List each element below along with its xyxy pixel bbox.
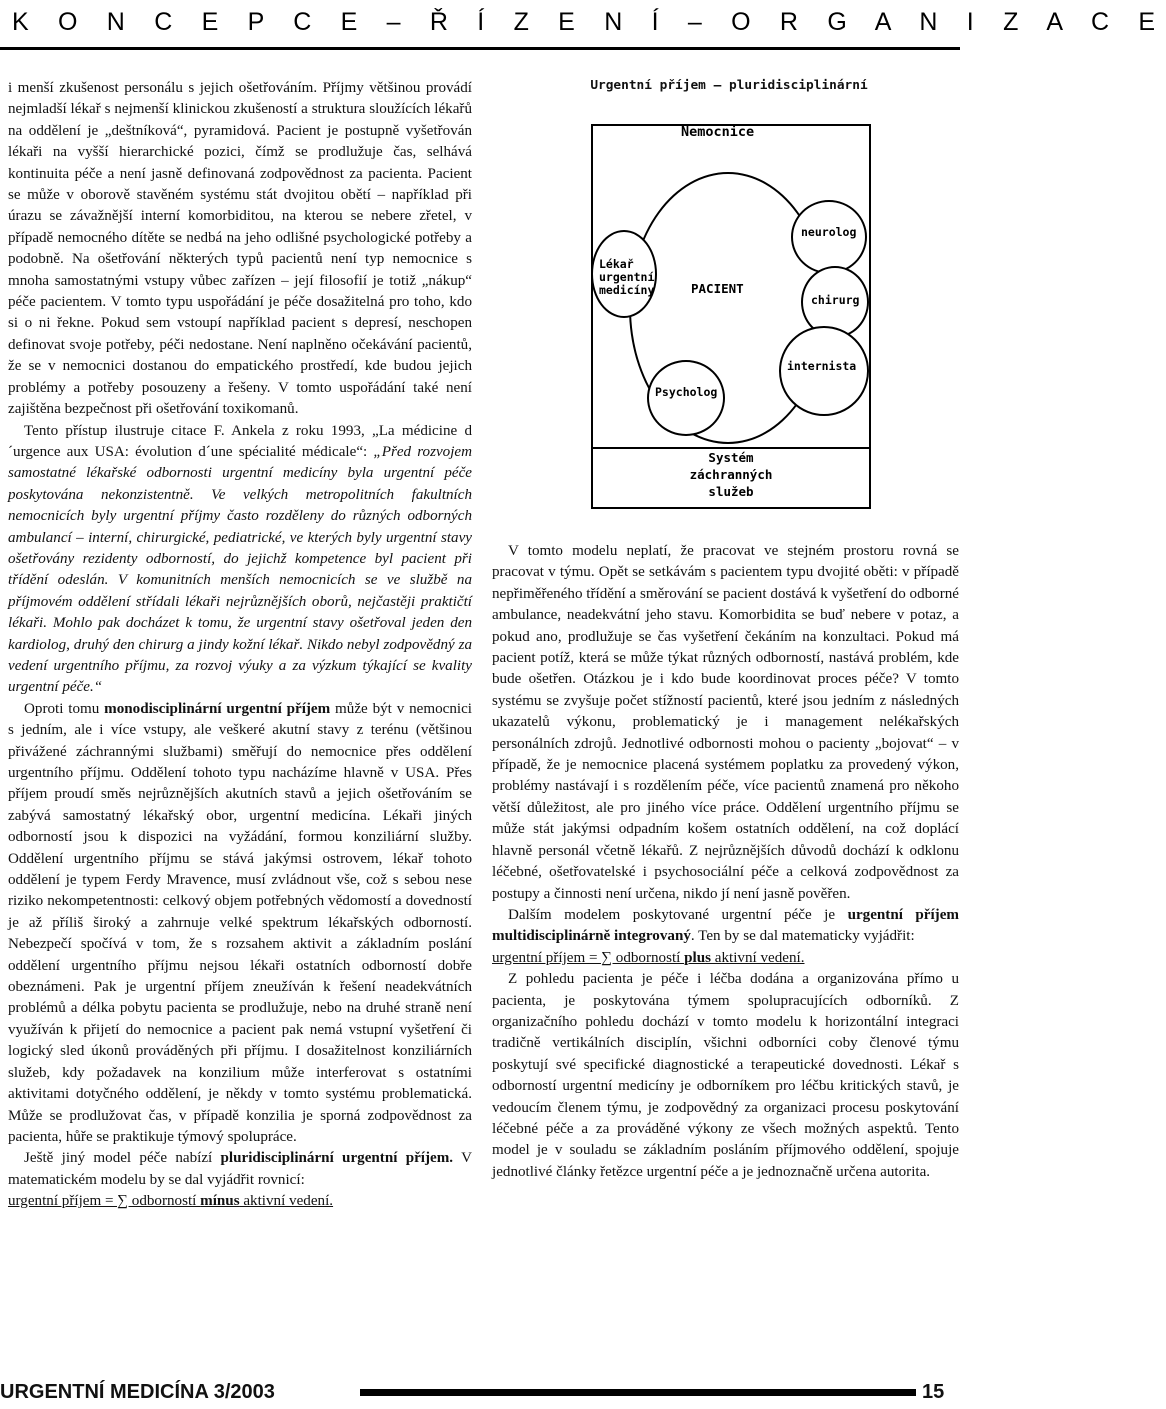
patient-label: PACIENT <box>691 281 744 296</box>
chirurg-label: chirurg <box>811 293 860 307</box>
left-paragraph-1: i menší zkušenost personálu s jejich ošetřováním. Příjmy většinou provádí nejmladší lékař s nejmenší klinickou zkušeností a struktura sloužících lékařů na oddělení je „deštníková“, pyramidová. Pacient je postupně vyšetřován lékaři na vyšší hierarchické pozici, čímž se prodlužuje čas, selhává kontinuita péče a není jasně definovaná zodpovědnost za pacienta. Pacient se může v oborově stavěném systému stát dvojitou obětí – například při úrazu se závažnější interní komorbiditou, na kterou se nebere zřetel, v případě nemocného dítěte se nedbá na jeho odlišné psychologické potřeby a podobně. Na ošetřování některých typů pacientů není typ nemocnice s mnoha samostatnými vstupy vůbec zařízen – její filosofií je totiž „nákup“ péče pacientem. V tomto typu uspořádání je péče dosažitelná pro toho, kdo si o ni řekne. Pokud sem vstoupí například pacient s depresí, neschopen definovat svoje potřeby, péči nedostane. Není naplněno očekávání pacientů, že se v nemocnici dostanou do empatického prostředí, kde budou jejich problémy a potřeby posouzeny a řešeny. V tomto uspořádání také není zajištěna bezpečnost při ošetřování toxikomanů. <box>8 80 472 418</box>
journal-title: URGENTNÍ MEDICÍNA 3/2003 <box>0 1381 275 1403</box>
text-run: Oproti tomu <box>24 700 105 717</box>
citation-intro: Tento přístup ilustruje citace F. Ankela z roku 1993, „La médicine d´urgence aux USA: évolution d´une spécialité médicale“: <box>8 422 472 460</box>
text-run: aktivní vedení. <box>239 1193 334 1210</box>
text-run: urgentní příjem = ∑ odborností <box>492 949 685 966</box>
right-column <box>492 541 959 1183</box>
term-pluridisciplinary: pluridisciplinární urgentní příjem. <box>220 1150 454 1167</box>
term-multidisciplinary: urgentní příjem multidisciplinárně integrovaný <box>492 906 959 945</box>
header-rule <box>0 47 960 50</box>
left-paragraph-3 <box>8 699 472 1149</box>
text-run: může být v nemocnici s jedním, ale i více vstupy, ale veškeré akutní stavy z terénu (většinou přivážené záchrannými službami) směřují do nemocnice přes oddělení urgentního příjmu. Oddělení tohoto typu nacházíme hlavně v USA. Přes příjem proudí směs nejrůznějších akutních stavů a jejich ošetřováním se zabývá samostatný lékařský obor, urgentní medicína. Lékaři jiných odborností jsou k dispozici na vyžádání, formou konziliární služby. Oddělení urgentního příjmu se stává jakýmsi ostrovem, lékař tohoto oddělení je typem Ferdy Mravence, musí zvládnout vše, což s sebou nese riziko nekompetentnosti: celkový objem potřebných vědomostí a dovedností je až příliš široký a zahrnuje velké spektrum lékařských odborností. Nebezpečí spočívá v tom, že s rozsahem aktivit a základním poslání oddělení urgentního příjmu nejsou lékaři ostatních odborností dobře obeznámeni. Pak je urgentní příjem zneužíván k řešení neadekvátních problémů a délka pobytu pacienta se prodlužuje, nebo na druhé straně není využíván k přijetí do nemocnice a pacient pak nemá vstupní vyšetření či logický sled úkonů prováděných při příjmu. I dosažitelnost konziliárních služeb, kdy požadavek na konzilium může interferovat s ostatními aktivitami dotyčného oddělení, je někdy v tomto systému problematická. Může se prodlužovat čas, v případě konzilia je sporná zodpovědnost za pacienta, hůře se praktikuje týmový spolupráce. <box>8 700 472 1145</box>
text-run: V matematickém modelu by se dal vyjádřit rovnicí: <box>8 1150 472 1188</box>
rescue-box <box>591 445 871 509</box>
right-paragraph-2 <box>492 905 959 948</box>
citation-quote: „Před rozvojem samostatné lékařské odbornosti urgentní medicíny byla urgentní péče poskytována nekonzistentně. Ve velkých metropolitních fakultních nemocnicích byly urgentní příjmy často rozděleny do různých odborných ambulancí – interní, chirurgické, pediatrické, ve kterých byly urgentní stavy ošetřovány rezidenty odborností, do jejichž kompetence byl pacient při třídění odeslán. V komunitních menších nemocnicích se ve službě na příjmovém oddělení střídali lékaři nejrůznějších oborů, nejčastěji praktičtí lékaři. Mohlo pak docházet k tomu, že urgentní stavy ošetřoval jeden den kardiolog, druhý den chirurg a jindy kožní lékař. Nikdo nebyl zodpovědný za vedení urgentního příjmu, za rozvoj výuky a za výzkum týkající se kvality urgentní péče.“ <box>8 443 472 696</box>
hospital-box <box>591 124 871 449</box>
equation-minus <box>8 1191 472 1212</box>
right-paragraph-3: Z pohledu pacienta je péče i léčba dodána a organizována přímo u pacienta, je poskytována týmem spolupracujících odborníků. Z organizačního pohledu dochází v tomto modelu k horizontální integraci tradičně vertikálních disciplín, všichni odborníci coby členové týmu poskytují své specifické diagnostické a terapeutické dovednosti. Lékař s odborností urgentní medicíny je odborníkem pro léčbu kritických stavů, je vedoucím členem týmu, je zodpovědný za organizaci procesu poskytování léčebné péče a za prováděné výkony ze všech možných aspektů. Tento model je v souladu se základním posláním příjmového oddělení, spojuje jednotlivé články řetězce urgentní péče a je jednoznačně určena autorita. <box>492 971 959 1180</box>
footer-rule <box>360 1389 916 1396</box>
diagram-title: Urgentní příjem – pluridisciplinární <box>590 78 868 93</box>
right-paragraph-1: V tomto modelu neplatí, že pracovat ve stejném prostoru rovná se pracovat v týmu. Opět se setkávám s pacientem typu dvojité oběti: v případě nepřiměřeného třídění a směrování se pacient dostává k vyšetření do odborné ambulance, neadekvátní jeho stavu. Komorbidita se buď nebere v potaz, a pokud ano, prodlužuje se čas vyšetření čekáním na konzultaci. Pokud má pacient potíž, která se může týkat různých odborností, nastává problém, kde bude ošetřen. Otázkou je i kdo bude koordinovat proces péče? V tomto systému se zvyšuje počet stížností pacientů, které jsou jedním z následných ukazatelů výkonu, problematický je i management nelékařských personálních zdrojů. Jednotlivé odbornosti mohou o pacienty „bojovat“ – v případě, že je nemocnice placená systémem poplatku za provedený výkon, problémy nastávají i s rozdělením péče, více pacientů znamená pro někoho větší důležitost, ale pro jiného více práce. Oddělení urgentního příjmu se může stát jakýmsi odpadním košem ostatních oddělení, na což doplácí hlavně personál včetně lékařů. Z nejrůznějších důvodů dochází k odklonu léčebné, ošetřovatelské i psychosociální péče a celková zodpovědnost za postupy a činnosti není určena, nikdo jí není jasně pověřen. <box>492 543 959 902</box>
term-monodisciplinary: monodisciplinární urgentní příjem <box>104 700 331 717</box>
text-run: . Ten by se dal matematicky vyjádřit: <box>690 928 915 945</box>
rescue-label: Systém záchranných služeb <box>689 450 773 499</box>
internista-label: internista <box>787 359 857 373</box>
text-run: aktivní vedení. <box>711 949 805 966</box>
left-paragraph-2 <box>8 421 472 699</box>
equation-plus <box>492 948 959 969</box>
psycholog-label: Psycholog <box>655 385 718 399</box>
hospital-label: Nemocnice <box>681 124 755 140</box>
running-header: K O N C E P C E – Ř Í Z E N Í – O R G A N I Z A C E <box>12 8 1166 36</box>
text-run: Ještě jiný model péče nabízí <box>24 1150 221 1167</box>
neurolog-label: neurolog <box>801 225 857 239</box>
left-paragraph-4 <box>8 1148 472 1191</box>
text-run: Dalším modelem poskytované urgentní péče je <box>508 906 848 923</box>
page-number: 15 <box>922 1381 945 1403</box>
pluridisciplinary-diagram <box>591 74 869 510</box>
equation-operator: mínus <box>200 1193 240 1210</box>
text-run: urgentní příjem = ∑ odborností <box>8 1193 201 1210</box>
equation-operator: plus <box>684 949 711 966</box>
doctor-label: Lékař urgentní medicíny <box>599 257 655 297</box>
left-column <box>8 78 472 1213</box>
